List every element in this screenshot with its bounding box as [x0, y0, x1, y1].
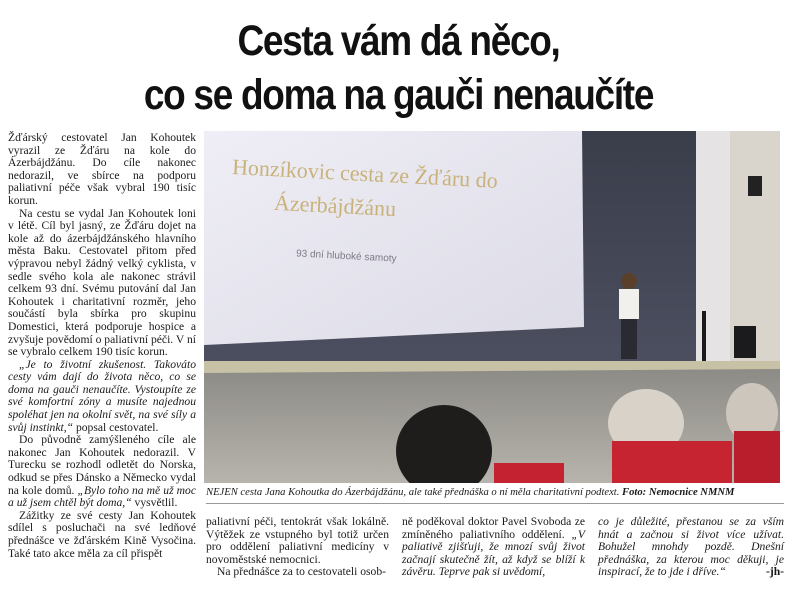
article-quote-paragraph [598, 516, 784, 579]
quote-text: „Bylo toho na mě už moc a už jsem chtěl být doma,“ [8, 483, 197, 510]
author-signature: -jh- [765, 565, 784, 579]
article-column-2 [206, 516, 389, 579]
article-column-4 [598, 516, 784, 579]
screen-title-line-2: Ázerbájdžánu [273, 189, 397, 222]
article-paragraph [8, 434, 196, 510]
article-column-3 [402, 516, 585, 579]
article-paragraph: Zážitky ze své cesty Jan Kohoutek sdílel s posluchači na své ledňové přednášce ve žďárském Kině Vysočina. Také tato akce měla za cíl přispět [8, 508, 196, 560]
paragraph-text: ně poděkoval doktor Pavel Svoboda ze zmíněného paliativního oddělení. [402, 515, 585, 541]
article-photo [204, 131, 780, 483]
quote-text: „Je to životní zkušenost. Takováto cesty vám dají do života něco, co se doma na gauči nenaučíte. Vystoupíte ze své komfortní zóny a musíte najednou spoléhat jen na okolní svět, na své síly a svůj instinkt,“ [8, 357, 196, 434]
article-lead-paragraph: Žďárský cestovatel Jan Kohoutek vyrazil ze Žďáru na kole do Ázerbájdžánu. Do cíle nakonec nedorazil, ve sbírce na podporu paliativní péče však vybral 190 tisíc korun. [8, 131, 196, 207]
photo-credit: Foto: Nemocnice NMNM [622, 487, 735, 498]
article-paragraph: Na cestu se vydal Jan Kohoutek loni v létě. Cíl byl jasný, ze Žďáru dojet na kole až do ázerbájdžánského hlavního města Baku. Cestovatel přitom před výpravou nebyl žádný velký cyklista, v sedle svého kola ale nakonec strávil celkem 93 dní. Svému putování dal Jan Kohoutek i charitativní rozměr, jeho součástí byla sbírka pro skupinu Domestici, která podporuje hospice a zvyšuje povědomí o paliativní péči. V ní se vybralo celkem 190 tisíc korun. [8, 206, 196, 359]
screen-title-line-1: Honzíkovic cesta ze Žďáru do [231, 154, 499, 193]
article-paragraph [402, 516, 585, 579]
quote-text: „V paliativě zjišťuji, že mnozí svůj život začnají skutečně žít, až když se blíží k závěru. Teprve pak si uvědomí, [402, 527, 585, 579]
caption-text: NEJEN cesta Jana Kohoutka do Ázerbájdžánu, ale také přednáška o ní měla charitativní podtext. [206, 487, 620, 498]
caption-divider [206, 503, 784, 504]
quote-attribution: popsal cestovatel. [73, 420, 159, 434]
paragraph-text: Do původně zamýšleného cíle ale nakonec Jan Kohoutek nedorazil. V Turecku se rozhodl odletět do Norska, odkud se přes Dánsko a Německo vydal na kole domů. [8, 433, 196, 497]
article-paragraph: paliativní péči, tentokrát však lokálně. Výtěžek ze vstupného byl totiž určen pro oddělení paliativní medicíny v novoměstské nemocnici. [206, 515, 389, 566]
quote-text: co je důležité, přestanou se za vším hnát a začnou si život více užívat. Bohužel mnohdy pozdě. Dnešní přednáška, za kterou moc děkuji, je inspirací, že to jde i dříve.“ [598, 515, 784, 579]
headline-line-2: co se doma na gauči nenaučíte [143, 71, 654, 119]
article-paragraph: Na přednášce za to cestovateli osob- [217, 565, 387, 579]
photo-caption [206, 486, 782, 499]
article-column-left [8, 132, 196, 560]
quote-attribution: vysvětlil. [131, 496, 178, 510]
article-quote-paragraph [8, 359, 196, 435]
headline-line-1: Cesta vám dá něco, [237, 17, 560, 65]
screen-subtitle: 93 dní hluboké samoty [295, 248, 397, 265]
